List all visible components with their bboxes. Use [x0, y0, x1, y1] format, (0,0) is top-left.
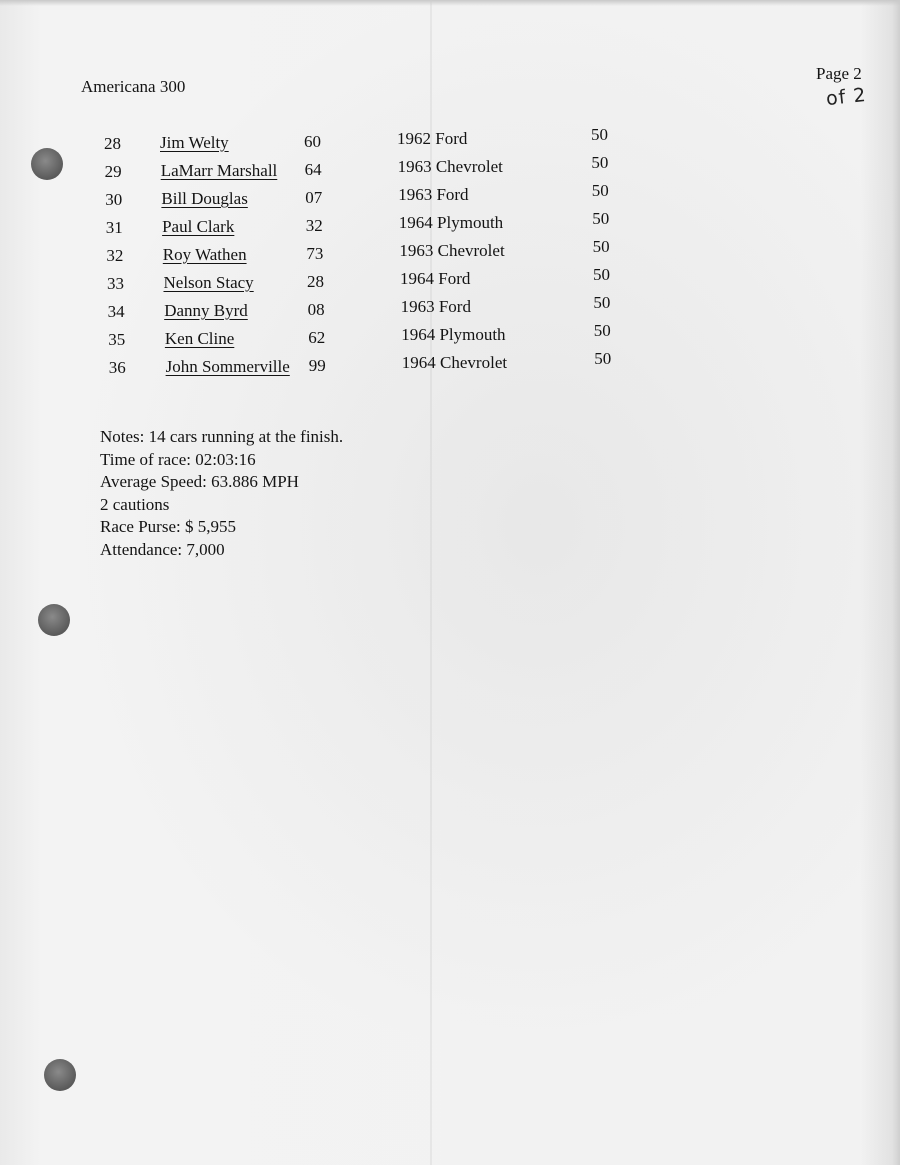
laps-completed: 50	[593, 265, 610, 284]
driver-name: Roy Wathen	[162, 245, 247, 264]
car-model: 1963 Chevrolet	[399, 241, 505, 260]
car-number: 64	[304, 160, 322, 179]
driver-name: Jim Welty	[160, 133, 229, 152]
position-cell: 36	[108, 358, 126, 377]
race-notes	[100, 426, 343, 561]
punch-hole	[44, 1059, 76, 1091]
car-number: 08	[307, 300, 325, 319]
car-number: 32	[305, 216, 323, 235]
page-top-edge	[0, 0, 900, 6]
position-cell: 31	[105, 218, 123, 237]
driver-name: Nelson Stacy	[163, 273, 254, 292]
position-cell: 28	[104, 134, 121, 153]
car-number: 62	[308, 328, 326, 347]
laps-completed: 50	[591, 181, 609, 200]
note-line: Attendance: 7,000	[100, 539, 225, 559]
handwritten-page-total: of 2	[824, 83, 868, 111]
car-number: 28	[307, 272, 324, 291]
car-model: 1962 Ford	[397, 129, 468, 148]
position-cell: 30	[105, 190, 123, 209]
note-line: Race Purse: $ 5,955	[100, 517, 236, 536]
car-model: 1963 Ford	[400, 297, 471, 316]
note-line: 2 cautions	[100, 494, 170, 514]
document-title: Americana 300	[81, 77, 186, 96]
position-cell: 33	[107, 274, 124, 293]
laps-completed: 50	[594, 349, 612, 368]
laps-completed: 50	[591, 153, 609, 172]
car-model: 1964 Plymouth	[398, 213, 504, 232]
car-number: 07	[305, 188, 323, 207]
driver-name: John Sommerville	[165, 357, 290, 376]
car-number: 60	[304, 132, 321, 151]
laps-completed: 50	[591, 125, 608, 144]
note-line: Time of race: 02:03:16	[100, 449, 256, 469]
laps-completed: 50	[592, 237, 610, 256]
position-cell: 32	[106, 246, 124, 265]
car-model: 1964 Ford	[400, 269, 471, 288]
car-number: 73	[306, 244, 324, 263]
page-number: Page 2	[816, 64, 862, 83]
position-cell: 35	[108, 330, 126, 349]
laps-completed: 50	[593, 321, 611, 340]
driver-name: Danny Byrd	[164, 301, 248, 320]
driver-name: Paul Clark	[162, 217, 235, 236]
car-model: 1963 Chevrolet	[397, 157, 503, 176]
position-cell: 34	[107, 302, 125, 321]
driver-name: Ken Cline	[164, 329, 235, 348]
laps-completed: 50	[592, 209, 610, 228]
position-cell: 29	[104, 162, 122, 181]
car-number: 99	[308, 356, 326, 375]
car-model: 1964 Plymouth	[401, 325, 506, 344]
note-line: Notes: 14 cars running at the finish.	[100, 427, 344, 446]
driver-name: Bill Douglas	[161, 189, 248, 208]
note-line: Average Speed: 63.886 MPH	[100, 472, 299, 491]
driver-name: LaMarr Marshall	[160, 161, 278, 180]
punch-hole	[31, 148, 63, 180]
laps-completed: 50	[593, 293, 611, 312]
punch-hole	[38, 604, 70, 636]
car-model: 1964 Chevrolet	[401, 353, 508, 372]
car-model: 1963 Ford	[398, 185, 469, 204]
